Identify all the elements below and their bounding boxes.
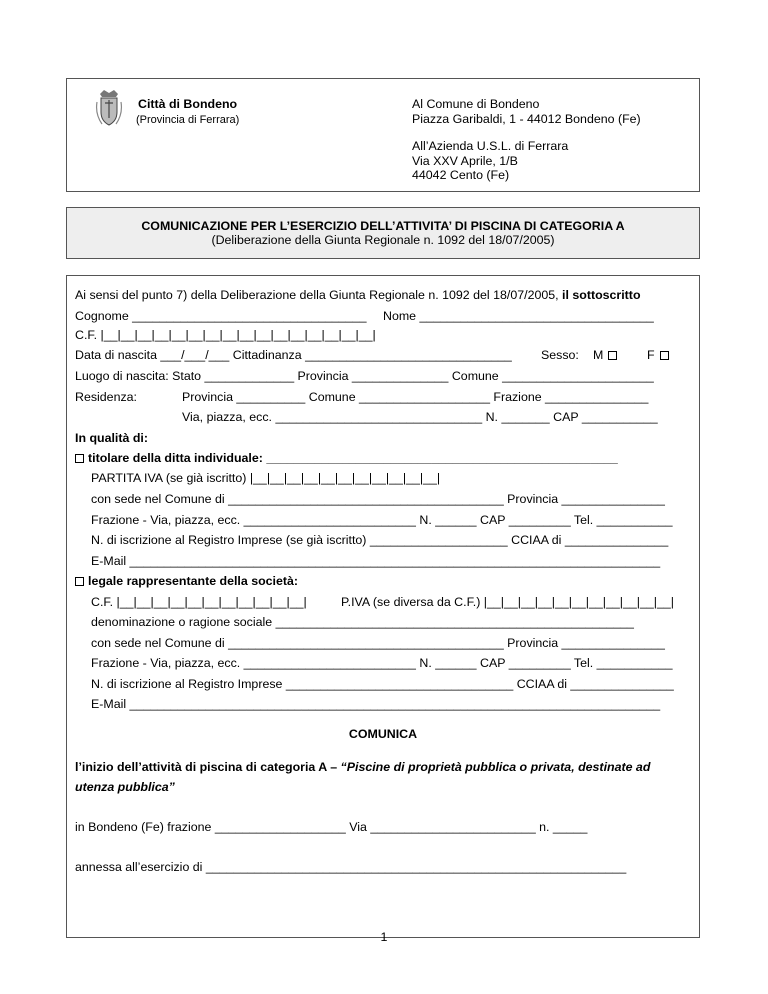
annexed-activity-field[interactable]: annessa all’esercizio di _____________________________________________________________ (75, 860, 627, 874)
checkbox-individual-owner[interactable] (75, 454, 84, 463)
intro-text: Ai sensi del punto 7) della Deliberazione della Giunta Regionale n. 1092 del 18/07/2005, il sottoscritto (75, 288, 641, 302)
residence-line1[interactable]: Provincia __________ Comune ___________________ Frazione _______________ (182, 390, 649, 404)
province-label: (Provincia di Ferrara) (136, 114, 240, 126)
option-legal-representative[interactable]: legale rappresentante della società: (75, 574, 298, 589)
company-address-field[interactable]: Frazione - Via, piazza, ecc. _________________________ N. ______ CAP _________ Tel. ___________ (91, 656, 673, 670)
company-cf-field[interactable]: C.F. |__|__|__|__|__|__|__|__|__|__|__| (91, 595, 307, 609)
recipient-usl-line3: 44042 Cento (Fe) (412, 168, 510, 182)
location-field[interactable]: in Bondeno (Fe) frazione ___________________ Via ________________________ n. _____ (75, 820, 588, 834)
individual-address-field[interactable]: Frazione - Via, piazza, ecc. _________________________ N. ______ CAP _________ Tel. ___________ (91, 513, 673, 527)
recipient-usl-line2: Via XXV Aprile, 1/B (412, 154, 518, 168)
header-box (66, 78, 700, 192)
company-seat-field[interactable]: con sede nel Comune di ________________________________________ Provincia _______________ (91, 636, 665, 650)
company-piva-field[interactable]: P.IVA (se diversa da C.F.) |__|__|__|__|__|__|__|__|__|__|__| (341, 595, 675, 609)
checkbox-male[interactable] (608, 351, 617, 360)
page-number: 1 (380, 930, 388, 944)
recipient-usl-line1: All’Azienda U.S.L. di Ferrara (412, 139, 569, 153)
sex-label: Sesso: (541, 348, 579, 362)
company-email-field[interactable]: E-Mail _____________________________________________________________________________ (91, 697, 661, 711)
cognome-field[interactable]: Cognome __________________________________ (75, 309, 367, 323)
residence-line2[interactable]: Via, piazza, ecc. ______________________________ N. _______ CAP ___________ (182, 410, 658, 424)
coat-of-arms-logo (95, 88, 123, 128)
form-subtitle: (Deliberazione della Giunta Regionale n. 1092 del 18/07/2005) (211, 233, 555, 247)
individual-seat-field[interactable]: con sede nel Comune di ________________________________________ Provincia _______________ (91, 492, 665, 506)
birth-date-citizenship-field[interactable]: Data di nascita ___/___/___ Cittadinanza ______________________________ (75, 348, 512, 362)
checkbox-female[interactable] (660, 351, 669, 360)
individual-email-field[interactable]: E-Mail _____________________________________________________________________________ (91, 554, 661, 568)
sex-female-option[interactable]: F (647, 348, 669, 363)
birthplace-field[interactable]: Luogo di nascita: Stato _____________ Provincia ______________ Comune ______________________ (75, 369, 654, 383)
activity-start-statement-cont: utenza pubblica” (75, 780, 175, 794)
cf-field[interactable]: C.F. |__|__|__|__|__|__|__|__|__|__|__|__|__|__|__|__| (75, 328, 376, 342)
company-name-field[interactable]: denominazione o ragione sociale ____________________________________________________ (91, 615, 634, 629)
individual-piva-field[interactable]: PARTITA IVA (se già iscritto) |__|__|__|__|__|__|__|__|__|__|__| (91, 471, 441, 485)
city-name: Città di Bondeno (138, 97, 238, 111)
checkbox-legal-representative[interactable] (75, 577, 84, 586)
company-registry-field[interactable]: N. di iscrizione al Registro Imprese _________________________________ CCIAA di _______________ (91, 677, 674, 691)
individual-registry-field[interactable]: N. di iscrizione al Registro Imprese (se già iscritto) ____________________ CCIAA di _______________ (91, 533, 669, 547)
comunica-heading: COMUNICA (348, 727, 418, 741)
residence-label: Residenza: (75, 390, 137, 404)
recipient-comune-line2: Piazza Garibaldi, 1 - 44012 Bondeno (Fe) (412, 112, 641, 126)
form-title: COMUNICAZIONE PER L’ESERCIZIO DELL’ATTIVITA’ DI PISCINA DI CATEGORIA A (141, 219, 625, 233)
activity-start-statement: l’inizio dell’attività di piscina di categoria A – “Piscine di proprietà pubblica o privata, destinate ad (75, 760, 651, 774)
option-individual-owner[interactable]: titolare della ditta individuale: ___________________________________________________ (75, 451, 618, 466)
capacity-heading: In qualità di: (75, 431, 148, 445)
nome-field[interactable]: Nome __________________________________ (383, 309, 654, 323)
sex-male-option[interactable]: M (593, 348, 617, 363)
recipient-comune-line1: Al Comune di Bondeno (412, 97, 540, 111)
